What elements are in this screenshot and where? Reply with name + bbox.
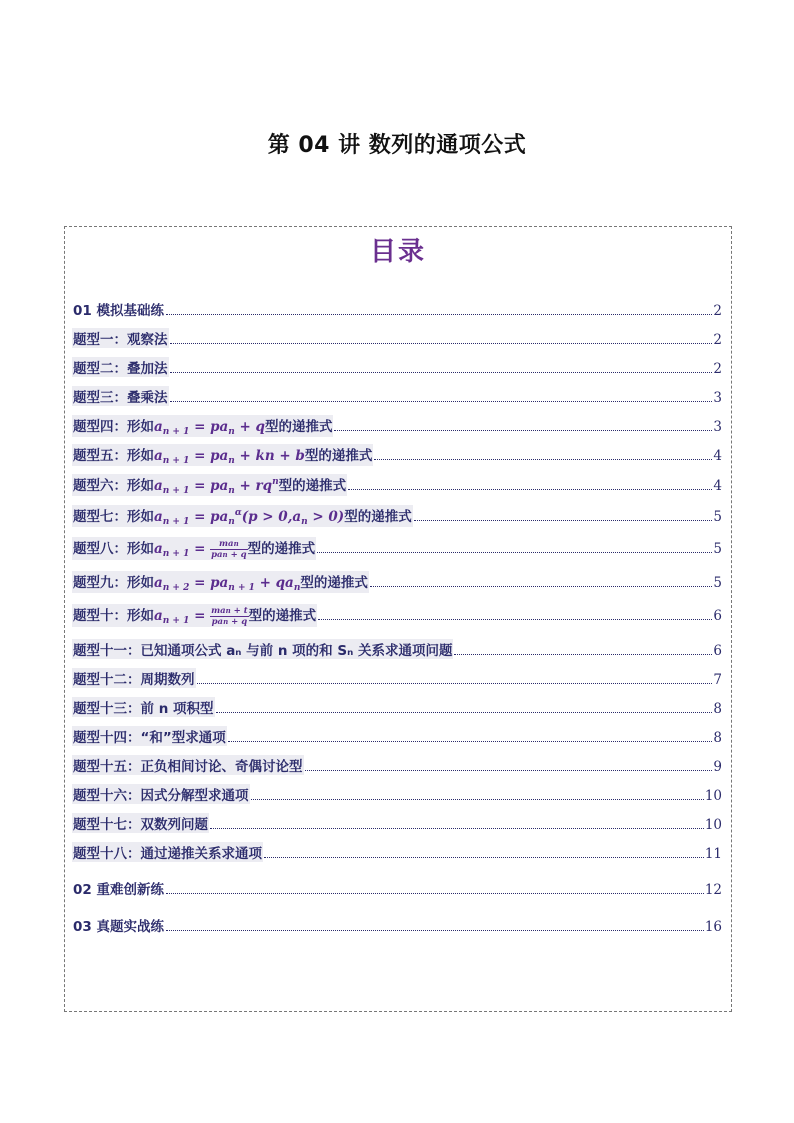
- leader-dots: [414, 519, 713, 521]
- toc-page-number: 10: [704, 817, 722, 833]
- toc-page-number: 2: [713, 332, 722, 348]
- leader-dots: [370, 585, 713, 587]
- leader-dots: [334, 429, 712, 431]
- toc-entry-type-8[interactable]: [72, 537, 722, 560]
- toc-entry-label: 题型十三：前 n 项积型: [72, 697, 215, 717]
- leader-dots: [216, 711, 713, 713]
- label-suffix: 型的递推式: [248, 608, 317, 624]
- page-title: 第 04 讲 数列的通项公式: [267, 133, 527, 158]
- label-prefix: 题型八：形如: [73, 541, 154, 557]
- toc-page-number: 5: [713, 509, 722, 525]
- leader-dots: [166, 313, 712, 315]
- leader-dots: [264, 856, 704, 858]
- toc-entry-label: 题型十八：通过递推关系求通项: [72, 842, 263, 862]
- leader-dots: [210, 827, 704, 829]
- table-of-contents: [64, 226, 732, 1012]
- toc-entry-type-13[interactable]: [72, 697, 722, 717]
- label-prefix: 题型七：形如: [73, 509, 154, 525]
- leader-dots: [318, 618, 712, 620]
- toc-page-number: 6: [713, 643, 722, 659]
- toc-entry-type-11[interactable]: [72, 639, 722, 659]
- toc-entry-type-7[interactable]: [72, 505, 722, 527]
- toc-entry-type-3[interactable]: [72, 386, 722, 406]
- toc-page-number: 7: [713, 672, 722, 688]
- toc-entry-label: [72, 604, 317, 627]
- label-suffix: 型的递推式: [304, 448, 373, 464]
- toc-heading: 目录: [369, 237, 426, 267]
- toc-entry-label: 题型十五：正负相间讨论、奇偶讨论型: [72, 755, 304, 775]
- toc-entry-type-10[interactable]: [72, 604, 722, 627]
- toc-entry-type-17[interactable]: [72, 813, 722, 833]
- toc-entry-label: 题型十四：“和”型求通项: [72, 726, 227, 746]
- toc-page-number: 3: [713, 390, 722, 406]
- toc-page-number: 11: [704, 846, 722, 862]
- toc-page-number: 2: [713, 303, 722, 319]
- toc-page-number: 3: [713, 419, 722, 435]
- toc-entry-label: [72, 444, 373, 466]
- toc-entry-label: 题型二：叠加法: [72, 357, 169, 377]
- toc-entry-label: 题型一：观察法: [72, 328, 169, 348]
- toc-entry-label: 题型三：叠乘法: [72, 386, 169, 406]
- toc-entry-type-12[interactable]: [72, 668, 722, 688]
- toc-entry-advanced-practice[interactable]: [72, 878, 722, 898]
- toc-entry-type-5[interactable]: [72, 444, 722, 466]
- toc-entry-real-exam-practice[interactable]: [72, 915, 722, 935]
- toc-entry-label: 题型十六：因式分解型求通项: [72, 784, 250, 804]
- toc-page-number: 8: [713, 701, 722, 717]
- toc-entry-label: [72, 537, 316, 560]
- formula: $a_{n + 1}$ = $\frac{\text{man}}{\text{pan + q}}$: [154, 539, 247, 560]
- toc-entry-type-9[interactable]: [72, 571, 722, 593]
- label-prefix: 题型六：形如: [73, 478, 154, 494]
- toc-entry-label: 02 重难创新练: [73, 882, 164, 898]
- formula: $a_{n + 1} = pa_n$ + kn + b: [154, 448, 305, 466]
- toc-page-number: 6: [713, 608, 722, 624]
- formula: $a_{n + 1} = pa_n + rq^n$: [154, 477, 279, 496]
- toc-entry-type-4[interactable]: [72, 415, 722, 437]
- label-suffix: 型的递推式: [344, 509, 412, 525]
- toc-entry-type-16[interactable]: [72, 784, 722, 804]
- label-prefix: 题型五：形如: [73, 448, 154, 464]
- toc-page-number: 16: [704, 919, 722, 935]
- toc-page-number: 10: [704, 788, 722, 804]
- leader-dots: [454, 653, 712, 655]
- label-prefix: 题型四：形如: [73, 419, 154, 435]
- toc-entry-type-2[interactable]: [72, 357, 722, 377]
- label-prefix: 题型十：形如: [73, 608, 154, 624]
- toc-entry-type-14[interactable]: [72, 726, 722, 746]
- toc-entry-label: [72, 571, 369, 593]
- label-prefix: 题型九：形如: [73, 575, 154, 591]
- toc-entry-label: [72, 474, 347, 496]
- toc-entry-label: 题型十一：已知通项公式 aₙ 与前 n 项的和 Sₙ 关系求通项问题: [72, 639, 453, 659]
- leader-dots: [317, 551, 712, 553]
- toc-page-number: 12: [704, 882, 722, 898]
- leader-dots: [374, 458, 712, 460]
- toc-page-number: 2: [713, 361, 722, 377]
- toc-page-number: 4: [713, 478, 722, 494]
- leader-dots: [251, 798, 704, 800]
- toc-entry-label: [72, 505, 413, 527]
- toc-page-number: 5: [713, 575, 722, 591]
- toc-entry-type-18[interactable]: [72, 842, 722, 862]
- toc-entry-type-15[interactable]: [72, 755, 722, 775]
- toc-page-number: 9: [713, 759, 722, 775]
- leader-dots: [170, 342, 713, 344]
- toc-entry-label: 题型十七：双数列问题: [72, 813, 209, 833]
- leader-dots: [166, 929, 704, 931]
- toc-entry-basic-practice[interactable]: [72, 299, 722, 319]
- toc-page-number: 8: [713, 730, 722, 746]
- formula: $a_{n + 1} = pa_n + q$: [154, 419, 265, 437]
- formula: $a_{n + 1}$ = $\frac{\text{man + t}}{\text{pan + q}}$: [154, 606, 248, 627]
- leader-dots: [170, 400, 713, 402]
- toc-entry-label: [72, 415, 333, 437]
- leader-dots: [166, 892, 704, 894]
- formula: $a_{n + 1} = pa_n^\alpha(p > 0,a_n > 0)$: [154, 508, 345, 527]
- label-suffix: 型的递推式: [247, 541, 316, 557]
- leader-dots: [305, 769, 713, 771]
- toc-entry-type-1[interactable]: [72, 328, 722, 348]
- label-suffix: 型的递推式: [300, 575, 368, 591]
- toc-page-number: 4: [713, 448, 722, 464]
- formula: $a_{n + 2} = pa_{n + 1} + qa_n$: [154, 575, 301, 593]
- toc-entry-label: 01 模拟基础练: [73, 303, 164, 319]
- label-suffix: 型的递推式: [278, 478, 347, 494]
- toc-entry-type-6[interactable]: [72, 474, 722, 496]
- toc-entry-label: 题型十二：周期数列: [72, 668, 196, 688]
- label-suffix: 型的递推式: [264, 419, 333, 435]
- toc-entry-label: 03 真题实战练: [73, 919, 164, 935]
- leader-dots: [348, 488, 712, 490]
- toc-page-number: 5: [713, 541, 722, 557]
- leader-dots: [170, 371, 713, 373]
- leader-dots: [197, 682, 713, 684]
- leader-dots: [228, 740, 713, 742]
